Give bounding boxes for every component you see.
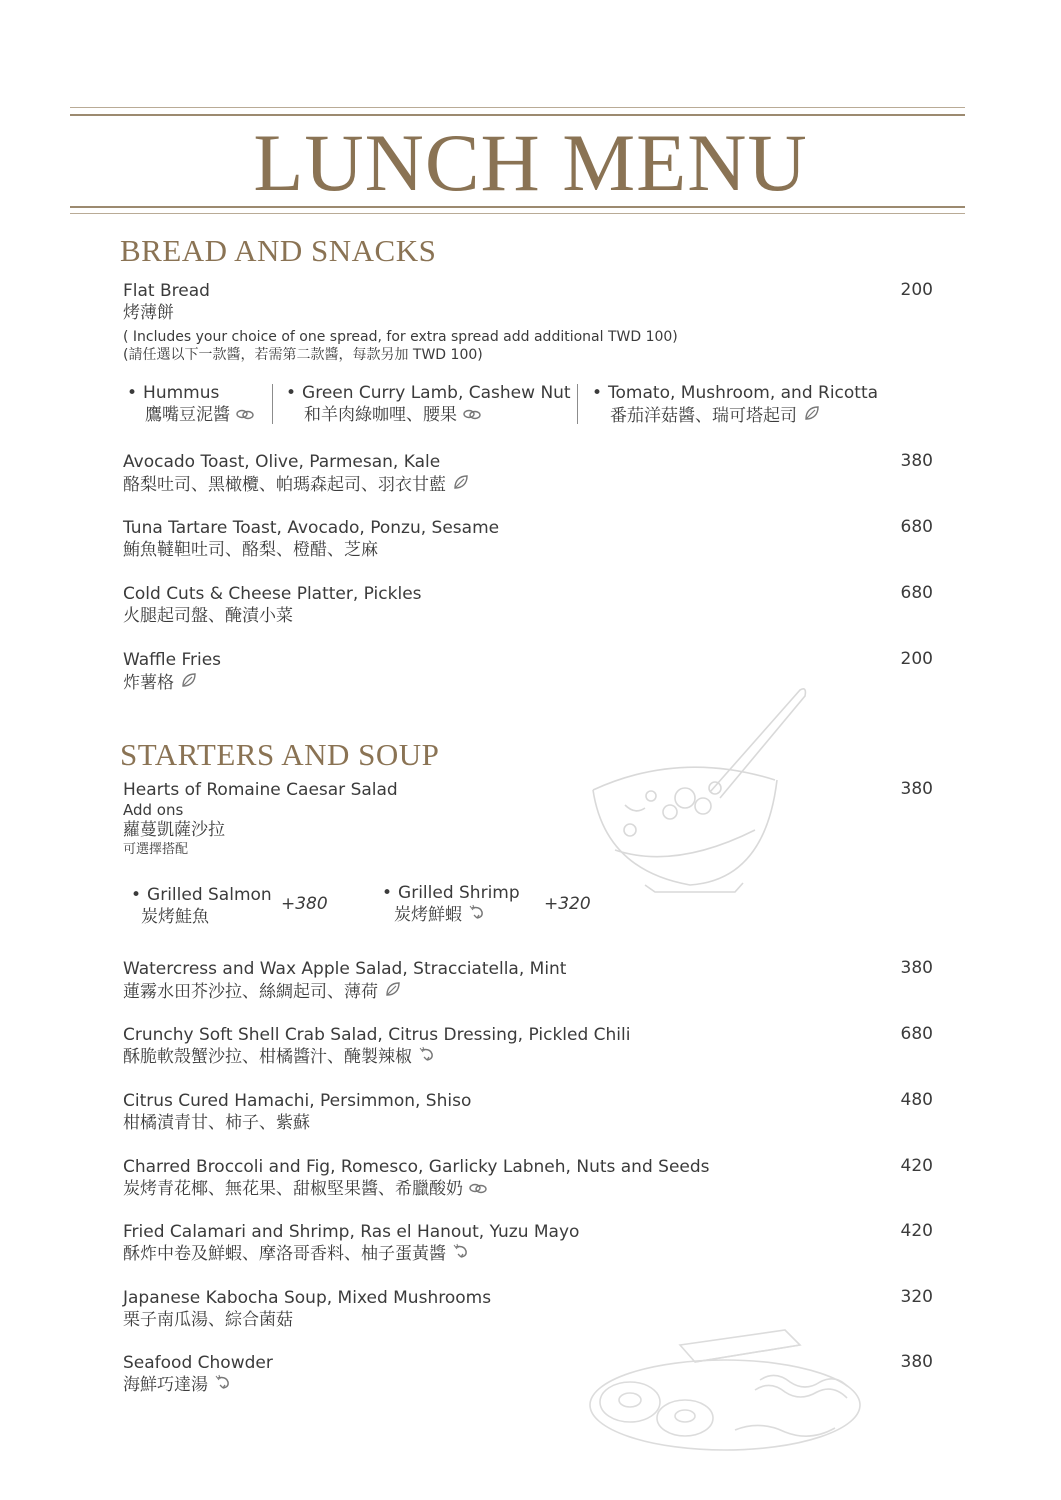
shrimp-icon [214, 1374, 232, 1396]
menu-item-watercress-salad [123, 958, 933, 1004]
addon-grilled-shrimp [382, 882, 520, 926]
item-name-zh: 柑橘漬青甘、柿子、紫蘇 [123, 1113, 310, 1133]
item-name-en: Waffle Fries [123, 650, 222, 670]
item-name-en: Seafood Chowder [123, 1353, 273, 1373]
item-name-en: Charred Broccoli and Fig, Romesco, Garlicky Labneh, Nuts and Seeds [123, 1157, 710, 1177]
item-name-en: Citrus Cured Hamachi, Persimmon, Shiso [123, 1091, 472, 1111]
bean-icon [469, 1178, 487, 1200]
addon-price: +320 [544, 894, 591, 914]
top-rule-thin [70, 107, 965, 108]
menu-item-soft-shell-crab [123, 1024, 933, 1068]
item-name-zh: 海鮮巧達湯 [123, 1375, 208, 1395]
item-price: 480 [900, 1090, 933, 1110]
item-note-zh: (請任選以下一款醬，若需第二款醬，每款另加 TWD 100) [123, 347, 483, 363]
item-addons-en: Add ons [123, 801, 184, 819]
item-name-zh: 烤薄餅 [123, 303, 174, 323]
item-name-zh: 炭烤青花椰、無花果、甜椒堅果醬、希臘酸奶 [123, 1179, 463, 1199]
spread-divider [272, 384, 273, 424]
addon-name-zh: 炭烤鮮蝦 [394, 905, 462, 925]
item-price: 320 [900, 1287, 933, 1307]
addon-name-en: Grilled Salmon [147, 885, 272, 905]
shrimp-icon [418, 1046, 436, 1068]
spread-divider [577, 384, 578, 424]
menu-item-avocado-toast [123, 451, 933, 497]
item-price: 380 [900, 779, 933, 799]
item-price: 680 [900, 517, 933, 537]
item-name-zh: 炸薯格 [123, 673, 174, 693]
item-name-en: Watercress and Wax Apple Salad, Stracciatella, Mint [123, 959, 567, 979]
item-name-en: Cold Cuts & Cheese Platter, Pickles [123, 584, 422, 604]
item-price: 380 [900, 1352, 933, 1372]
menu-item-cold-cuts [123, 583, 933, 627]
item-name-en: Avocado Toast, Olive, Parmesan, Kale [123, 452, 441, 472]
item-name-zh: 酥炸中卷及鮮蝦、摩洛哥香料、柚子蛋黃醬 [123, 1244, 446, 1264]
bottom-rule-thick [70, 206, 965, 208]
item-price: 420 [900, 1156, 933, 1176]
item-price: 380 [900, 451, 933, 471]
section-title-bread: BREAD AND SNACKS [120, 233, 437, 268]
bean-icon [236, 404, 254, 426]
item-price: 200 [900, 649, 933, 669]
menu-item-flat-bread [123, 280, 933, 364]
item-name-zh: 蓮霧水田芥沙拉、絲綢起司、薄荷 [123, 982, 378, 1002]
item-price: 680 [900, 1024, 933, 1044]
menu-item-fried-calamari [123, 1221, 933, 1265]
item-price: 420 [900, 1221, 933, 1241]
addon-grilled-salmon [131, 884, 272, 928]
bullet: • [131, 885, 142, 905]
bullet: • [592, 383, 603, 403]
item-name-zh: 火腿起司盤、醃漬小菜 [123, 606, 293, 626]
spread-name-en: Tomato, Mushroom, and Ricotta [608, 383, 879, 403]
menu-item-broccoli-fig [123, 1156, 933, 1200]
shrimp-icon [468, 904, 486, 926]
bullet: • [382, 883, 393, 903]
item-price: 680 [900, 583, 933, 603]
spread-option-tomato-mushroom [592, 382, 878, 428]
item-name-zh: 鮪魚韃靼吐司、酪梨、橙醋、芝麻 [123, 540, 378, 560]
item-name-en: Flat Bread [123, 281, 210, 301]
spread-option-green-curry-lamb [286, 382, 571, 426]
page-title: LUNCH MENU [253, 117, 808, 208]
addon-price: +380 [281, 894, 328, 914]
item-name-zh: 栗子南瓜湯、綜合菌菇 [123, 1310, 293, 1330]
item-name-zh: 蘿蔓凱薩沙拉 [123, 820, 225, 840]
item-name-en: Fried Calamari and Shrimp, Ras el Hanout, Yuzu Mayo [123, 1222, 580, 1242]
section-title-starters: STARTERS AND SOUP [120, 737, 440, 772]
bean-icon [463, 404, 481, 426]
bottom-rule-thin [70, 213, 965, 214]
spread-option-hummus [127, 382, 254, 426]
item-name-zh: 酪梨吐司、黑橄欖、帕瑪森起司、羽衣甘藍 [123, 475, 446, 495]
menu-item-tuna-tartare [123, 517, 933, 561]
spread-name-zh: 鷹嘴豆泥醬 [145, 405, 230, 425]
menu-item-hamachi [123, 1090, 933, 1134]
bullet: • [127, 383, 138, 403]
leaf-icon [384, 980, 402, 1004]
item-name-en: Crunchy Soft Shell Crab Salad, Citrus Dressing, Pickled Chili [123, 1025, 631, 1045]
addon-name-zh: 炭烤鮭魚 [141, 907, 209, 927]
spread-name-zh: 和羊肉綠咖哩、腰果 [304, 405, 457, 425]
spread-name-en: Green Curry Lamb, Cashew Nut [302, 383, 571, 403]
item-name-en: Tuna Tartare Toast, Avocado, Ponzu, Sesame [123, 518, 500, 538]
item-name-zh: 酥脆軟殼蟹沙拉、柑橘醬汁、醃製辣椒 [123, 1047, 412, 1067]
leaf-icon [803, 404, 821, 428]
item-note-en: ( Includes your choice of one spread, for extra spread add additional TWD 100) [123, 329, 678, 345]
shrimp-icon [452, 1243, 470, 1265]
bullet: • [286, 383, 297, 403]
leaf-icon [180, 671, 198, 695]
leaf-icon [452, 473, 470, 497]
addon-name-en: Grilled Shrimp [398, 883, 520, 903]
item-name-en: Hearts of Romaine Caesar Salad [123, 780, 398, 800]
plate-illustration [585, 1310, 865, 1460]
spread-name-en: Hummus [143, 383, 220, 403]
item-name-en: Japanese Kabocha Soup, Mixed Mushrooms [123, 1288, 492, 1308]
item-price: 380 [900, 958, 933, 978]
item-price: 200 [900, 280, 933, 300]
spread-name-zh: 番茄洋菇醬、瑞可塔起司 [610, 406, 797, 426]
top-rule-thick [70, 114, 965, 116]
item-addons-zh: 可選擇搭配 [123, 842, 189, 857]
menu-item-caesar-salad [123, 779, 933, 858]
